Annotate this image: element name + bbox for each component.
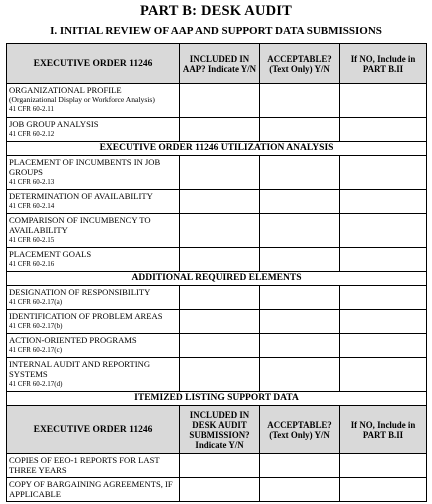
included-cell[interactable] xyxy=(180,190,260,214)
acceptable-cell[interactable] xyxy=(260,286,340,310)
item-cfr: 41 CFR 60-2.15 xyxy=(9,236,55,244)
header-executive-order: EXECUTIVE ORDER 11246 xyxy=(7,406,180,454)
table-row xyxy=(7,454,427,478)
section-heading-row xyxy=(7,272,427,286)
table-row xyxy=(7,310,427,334)
if-no-cell[interactable] xyxy=(340,358,427,392)
header-if-no: If NO, Include in PART B.II xyxy=(340,44,427,84)
acceptable-cell[interactable] xyxy=(260,478,340,502)
table-row xyxy=(7,478,427,502)
row-label xyxy=(7,310,180,334)
if-no-cell[interactable] xyxy=(340,334,427,358)
item-title: COPIES OF EEO-1 REPORTS FOR LAST THREE YEARS xyxy=(9,455,160,475)
item-cfr: 41 CFR 60-2.13 xyxy=(9,178,55,186)
item-title: PLACEMENT OF INCUMBENTS IN JOB GROUPS xyxy=(9,157,161,177)
row-label xyxy=(7,478,180,502)
row-label xyxy=(7,156,180,190)
table-row xyxy=(7,358,427,392)
row-label xyxy=(7,118,180,142)
table-row xyxy=(7,156,427,190)
header-included: INCLUDED IN AAP? Indicate Y/N xyxy=(180,44,260,84)
item-title: COMPARISON OF INCUMBENCY TO AVAILABILITY xyxy=(9,215,151,235)
if-no-cell[interactable] xyxy=(340,248,427,272)
desk-audit-table xyxy=(6,43,427,502)
included-cell[interactable] xyxy=(180,478,260,502)
header-acceptable: ACCEPTABLE? (Text Only) Y/N xyxy=(260,406,340,454)
included-cell[interactable] xyxy=(180,454,260,478)
item-title: INTERNAL AUDIT AND REPORTING SYSTEMS xyxy=(9,359,151,379)
section-heading-itemized: ITEMIZED LISTING SUPPORT DATA xyxy=(7,392,427,406)
section-heading-utilization: EXECUTIVE ORDER 11246 UTILIZATION ANALYSIS xyxy=(7,142,427,156)
included-cell[interactable] xyxy=(180,248,260,272)
item-cfr: 41 CFR 60-2.17(a) xyxy=(9,298,63,306)
header-executive-order: EXECUTIVE ORDER 11246 xyxy=(7,44,180,84)
row-label xyxy=(7,84,180,118)
table-row xyxy=(7,214,427,248)
acceptable-cell[interactable] xyxy=(260,84,340,118)
row-label xyxy=(7,358,180,392)
item-cfr: 41 CFR 60-2.16 xyxy=(9,260,55,268)
if-no-cell[interactable] xyxy=(340,214,427,248)
row-label xyxy=(7,248,180,272)
table-row xyxy=(7,84,427,118)
if-no-cell[interactable] xyxy=(340,454,427,478)
page-title: PART B: DESK AUDIT xyxy=(139,3,292,19)
acceptable-cell[interactable] xyxy=(260,454,340,478)
included-cell[interactable] xyxy=(180,214,260,248)
header-acceptable: ACCEPTABLE? (Text Only) Y/N xyxy=(260,44,340,84)
section-heading-additional: ADDITIONAL REQUIRED ELEMENTS xyxy=(7,272,427,286)
included-cell[interactable] xyxy=(180,118,260,142)
section-heading-row xyxy=(7,392,427,406)
acceptable-cell[interactable] xyxy=(260,248,340,272)
row-label xyxy=(7,286,180,310)
included-cell[interactable] xyxy=(180,334,260,358)
header-included-submission: INCLUDED IN DESK AUDIT SUBMISSION? Indicate Y/N xyxy=(180,406,260,454)
item-title: DESIGNATION OF RESPONSIBILITY xyxy=(9,287,151,297)
row-label xyxy=(7,334,180,358)
if-no-cell[interactable] xyxy=(340,310,427,334)
if-no-cell[interactable] xyxy=(340,156,427,190)
included-cell[interactable] xyxy=(180,156,260,190)
acceptable-cell[interactable] xyxy=(260,358,340,392)
row-label xyxy=(7,190,180,214)
table-header-row xyxy=(7,406,427,454)
if-no-cell[interactable] xyxy=(340,478,427,502)
item-cfr: 41 CFR 60-2.11 xyxy=(9,105,55,113)
item-cfr: 41 CFR 60-2.17(c) xyxy=(9,346,63,354)
table-header-row xyxy=(7,44,427,84)
item-title: JOB GROUP ANALYSIS xyxy=(9,119,99,129)
included-cell[interactable] xyxy=(180,310,260,334)
included-cell[interactable] xyxy=(180,286,260,310)
item-title: ORGANIZATIONAL PROFILE xyxy=(9,85,122,95)
acceptable-cell[interactable] xyxy=(260,310,340,334)
item-title: IDENTIFICATION OF PROBLEM AREAS xyxy=(9,311,163,321)
item-cfr: 41 CFR 60-2.17(d) xyxy=(9,380,63,388)
header-if-no: If NO, Include in PART B.II xyxy=(340,406,427,454)
if-no-cell[interactable] xyxy=(340,190,427,214)
item-title: ACTION-ORIENTED PROGRAMS xyxy=(9,335,137,345)
included-cell[interactable] xyxy=(180,84,260,118)
item-title: PLACEMENT GOALS xyxy=(9,249,92,259)
acceptable-cell[interactable] xyxy=(260,156,340,190)
item-note: (Organizational Display or Workforce Analysis) xyxy=(9,95,155,104)
item-cfr: 41 CFR 60-2.14 xyxy=(9,202,55,210)
section-heading-row xyxy=(7,142,427,156)
item-cfr: 41 CFR 60-2.17(b) xyxy=(9,322,63,330)
table-row xyxy=(7,118,427,142)
acceptable-cell[interactable] xyxy=(260,214,340,248)
item-title: COPY OF BARGAINING AGREEMENTS, IF APPLICABLE xyxy=(9,479,173,499)
table-row xyxy=(7,334,427,358)
table-row xyxy=(7,286,427,310)
acceptable-cell[interactable] xyxy=(260,190,340,214)
included-cell[interactable] xyxy=(180,358,260,392)
row-label xyxy=(7,454,180,478)
if-no-cell[interactable] xyxy=(340,118,427,142)
if-no-cell[interactable] xyxy=(340,84,427,118)
acceptable-cell[interactable] xyxy=(260,118,340,142)
if-no-cell[interactable] xyxy=(340,286,427,310)
section-title: I. INITIAL REVIEW OF AAP AND SUPPORT DATA SUBMISSIONS xyxy=(50,25,382,37)
item-title: DETERMINATION OF AVAILABILITY xyxy=(9,191,153,201)
table-row xyxy=(7,190,427,214)
item-cfr: 41 CFR 60-2.12 xyxy=(9,130,55,138)
row-label xyxy=(7,214,180,248)
table-row xyxy=(7,248,427,272)
acceptable-cell[interactable] xyxy=(260,334,340,358)
